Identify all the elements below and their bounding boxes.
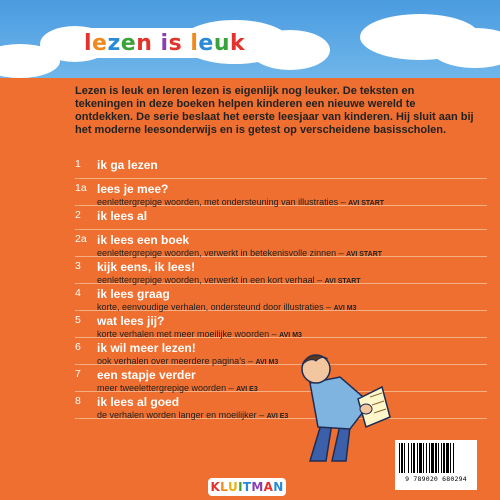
logo-letter: u bbox=[213, 30, 231, 56]
series-item bbox=[75, 230, 487, 257]
logo-letter: n bbox=[136, 30, 153, 56]
logo-letter: l bbox=[190, 30, 199, 56]
item-description-text: eenlettergrepige woorden, verwerkt in betekenisvolle zinnen – bbox=[97, 248, 347, 258]
cloud bbox=[430, 28, 500, 68]
item-title: wat lees jij? bbox=[97, 314, 165, 328]
avi-level: AVI START bbox=[348, 200, 385, 207]
item-description-text: meer tweelettergrepige woorden – bbox=[97, 383, 237, 393]
logo-letter: e bbox=[198, 30, 214, 56]
item-number: 2a bbox=[75, 233, 87, 245]
publisher-letter: K bbox=[210, 480, 221, 494]
barcode-bar bbox=[454, 443, 455, 473]
publisher-logo bbox=[208, 478, 286, 496]
item-number: 5 bbox=[75, 314, 81, 326]
avi-level: AVI M3 bbox=[255, 359, 279, 366]
publisher-letter: N bbox=[273, 480, 284, 494]
logo-letter bbox=[152, 31, 160, 56]
item-number: 1 bbox=[75, 158, 81, 170]
logo-letter: e bbox=[120, 30, 137, 56]
item-number: 4 bbox=[75, 287, 81, 299]
item-title: lees je mee? bbox=[97, 182, 169, 196]
logo-letter bbox=[182, 31, 190, 56]
item-title: ik lees al bbox=[97, 209, 148, 223]
publisher-letter: T bbox=[242, 480, 252, 494]
publisher-letter: I bbox=[238, 480, 243, 494]
item-description-text: korte verhalen met meer moeilijke woorden – bbox=[97, 329, 280, 339]
item-description-text: ook verhalen over meerdere pagina’s – bbox=[97, 356, 256, 366]
item-description-text: eenlettergrepige woorden, met ondersteuning van illustraties – bbox=[97, 197, 349, 207]
barcode bbox=[395, 440, 477, 490]
item-title: een stapje verder bbox=[97, 368, 196, 382]
avi-level: AVI E3 bbox=[266, 413, 289, 420]
series-item bbox=[75, 284, 487, 311]
publisher-letter: A bbox=[263, 480, 274, 494]
item-number: 3 bbox=[75, 260, 81, 272]
logo-letter: z bbox=[107, 30, 121, 56]
series-item bbox=[75, 257, 487, 284]
item-description-text: eenlettergrepige woorden, verwerkt in een kort verhaal – bbox=[97, 275, 325, 285]
item-title: ik lees al goed bbox=[97, 395, 180, 409]
logo-letter: i bbox=[160, 30, 169, 56]
item-title: kijk eens, ik lees! bbox=[97, 260, 196, 274]
avi-level: AVI M3 bbox=[279, 332, 302, 339]
item-number: 2 bbox=[75, 209, 81, 221]
series-item bbox=[75, 155, 487, 179]
item-title: ik lees een boek bbox=[97, 233, 190, 247]
avi-level: AVI START bbox=[324, 278, 361, 285]
barcode-bars bbox=[399, 443, 473, 473]
item-title: ik ga lezen bbox=[97, 158, 158, 172]
logo-letter: k bbox=[230, 30, 246, 56]
item-number: 1a bbox=[75, 182, 87, 194]
publisher-letter: U bbox=[228, 480, 239, 494]
avi-level: AVI E3 bbox=[236, 386, 258, 393]
item-number: 7 bbox=[75, 368, 81, 380]
isbn-number: 9 789020 680294 bbox=[405, 475, 467, 483]
avi-level: AVI START bbox=[346, 251, 383, 258]
avi-level: AVI M3 bbox=[333, 305, 357, 312]
publisher-letter: L bbox=[220, 480, 229, 494]
logo-letter: l bbox=[84, 30, 93, 56]
logo-letter: e bbox=[92, 30, 108, 56]
item-title: ik lees graag bbox=[97, 287, 170, 301]
intro-text: Lezen is leuk en leren lezen is eigenlijk nog leuker. De teksten en tekeningen in deze boeken helpen kinderen een nieuwe wereld te ontdekken. De serie beslaat het eerste leesjaar van kinderen. Hij sluit aan bij het moderne leesonderwijs en is getest op verscheidene basisscholen. bbox=[75, 85, 474, 136]
boy-reading-illustration bbox=[270, 343, 400, 463]
series-item bbox=[75, 206, 487, 230]
publisher-letter: M bbox=[251, 480, 264, 494]
series-item bbox=[75, 179, 487, 206]
logo-letter: s bbox=[168, 30, 183, 56]
item-number: 8 bbox=[75, 395, 81, 407]
series-item bbox=[75, 311, 487, 338]
item-description-text: korte, eenvoudige verhalen, ondersteund door illustraties – bbox=[97, 302, 334, 312]
item-number: 6 bbox=[75, 341, 81, 353]
item-description-text: de verhalen worden langer en moeilijker – bbox=[97, 410, 267, 420]
series-logo bbox=[62, 28, 267, 58]
item-title: ik wil meer lezen! bbox=[97, 341, 196, 355]
